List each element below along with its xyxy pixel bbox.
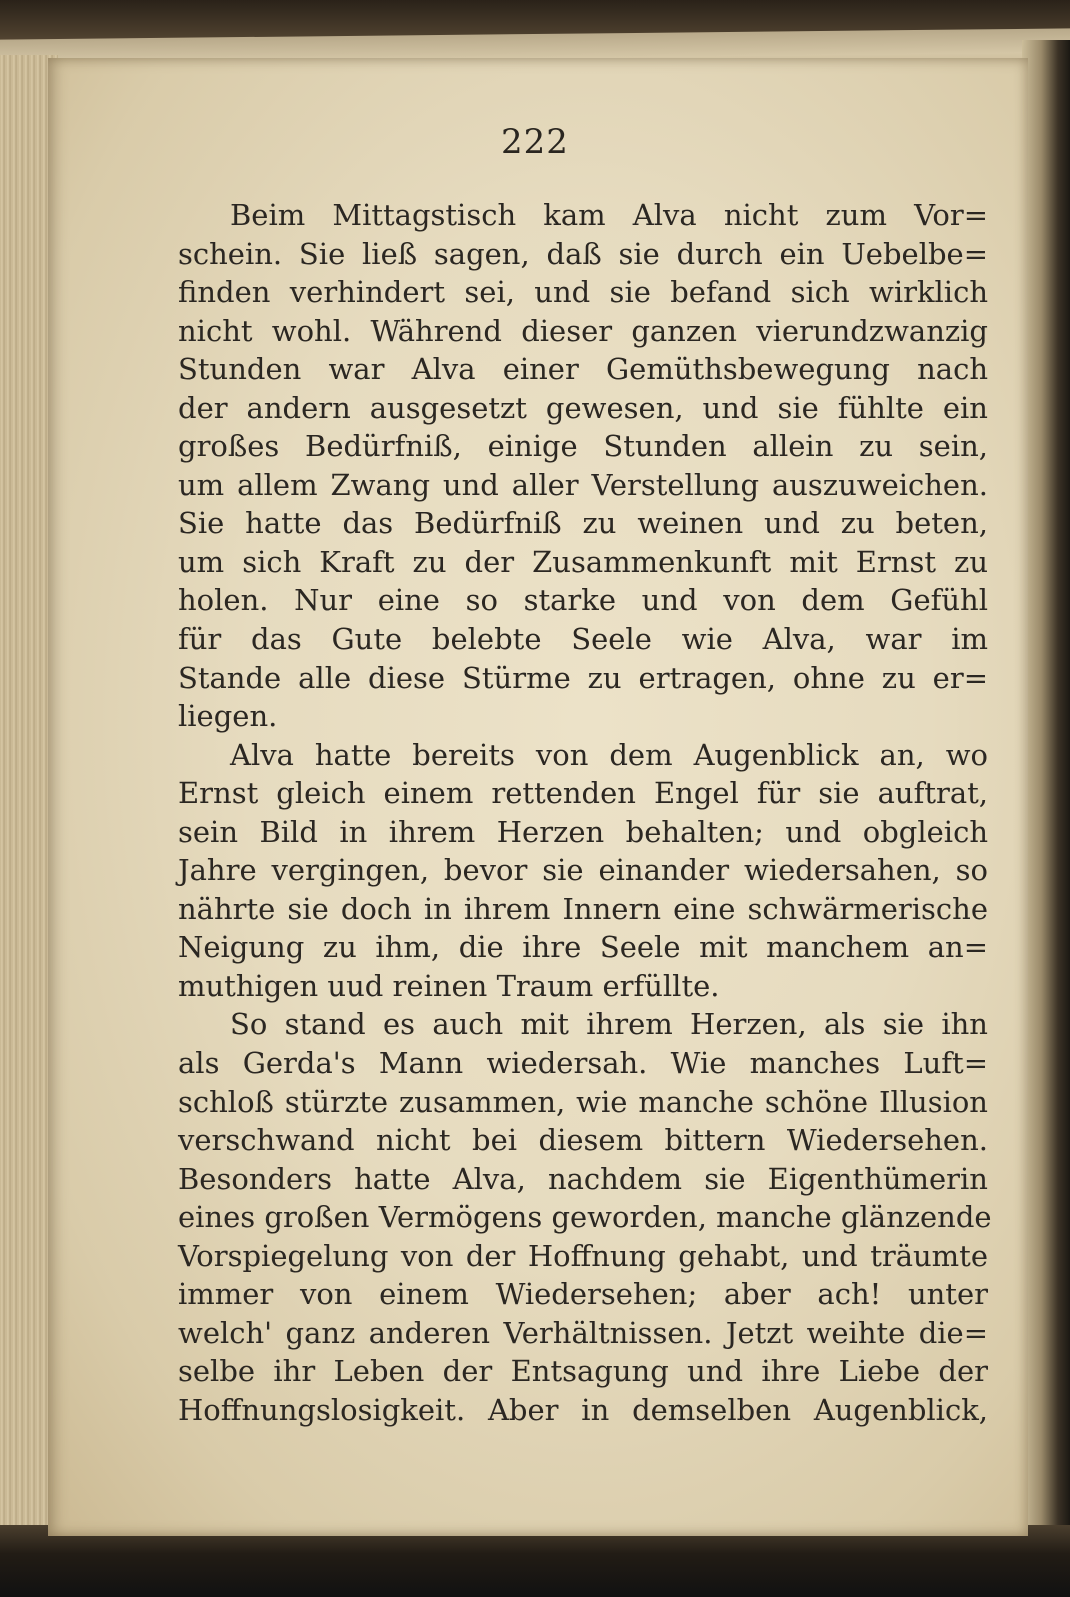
text-line: der andern ausgesetzt gewesen, und sie fühlte ein	[178, 390, 988, 425]
text-line: Besonders hatte Alva, nachdem sie Eigenthümerin	[178, 1161, 988, 1196]
text-line: holen. Nur eine so starke und von dem Gefühl	[178, 583, 988, 618]
text-line: Beim Mittagstisch kam Alva nicht zum Vor=	[230, 198, 988, 232]
text-line: sein Bild in ihrem Herzen behalten; und obgleich	[178, 814, 988, 849]
text-line: schein. Sie ließ sagen, daß sie durch ein Uebelbe=	[178, 236, 988, 271]
text-line: finden verhindert sei, und sie befand sich wirklich	[178, 275, 988, 310]
text-line: Neigung zu ihm, die ihre Seele mit manchem an=	[178, 930, 988, 965]
text-line: liegen.	[178, 699, 278, 734]
text-line: Alva hatte bereits von dem Augenblick an, wo	[230, 737, 988, 772]
text-line: So stand es auch mit ihrem Herzen, als sie ihn	[230, 1007, 988, 1042]
text-line: nicht wohl. Während dieser ganzen vierundzwanzig	[178, 313, 988, 348]
text-line: Jahre vergingen, bevor sie einander wiedersahen, so	[178, 853, 988, 888]
text-line: eines großen Vermögens geworden, manche glänzende	[178, 1200, 992, 1235]
text-line: immer von einem Wiedersehen; aber ach! unter	[178, 1277, 988, 1312]
text-line: Stande alle diese Stürme zu ertragen, ohne zu er=	[178, 660, 988, 695]
text-line: verschwand nicht bei diesem bittern Wiedersehen.	[178, 1123, 988, 1158]
page-number: 222	[501, 122, 569, 162]
text-line: schloß stürzte zusammen, wie manche schöne Illusion	[178, 1084, 988, 1119]
text-line: Hoffnungslosigkeit. Aber in demselben Augenblick,	[178, 1392, 988, 1427]
page-stack-right	[1022, 40, 1070, 1530]
text-line: welch' ganz anderen Verhältnissen. Jetzt weihte die=	[178, 1315, 988, 1350]
text-line: Vorspiegelung von der Hoffnung gehabt, und träumte	[178, 1238, 988, 1273]
text-line: Sie hatte das Bedürfniß zu weinen und zu beten,	[178, 506, 988, 541]
text-line: muthigen uud reinen Traum erfüllte.	[178, 968, 720, 1003]
text-line: großes Bedürfniß, einige Stunden allein zu sein,	[178, 429, 988, 464]
text-line: um allem Zwang und aller Verstellung auszuweichen.	[178, 467, 988, 502]
text-line: um sich Kraft zu der Zusammenkunft mit Ernst zu	[178, 544, 988, 579]
text-line: für das Gute belebte Seele wie Alva, war im	[178, 622, 988, 657]
text-line: selbe ihr Leben der Entsagung und ihre Liebe der	[178, 1354, 988, 1389]
text-line: Ernst gleich einem rettenden Engel für sie auftrat,	[178, 776, 988, 811]
body-text	[178, 196, 992, 1430]
text-line: Stunden war Alva einer Gemüthsbewegung nach	[178, 352, 988, 387]
text-line: als Gerda's Mann wiedersah. Wie manches Luft=	[178, 1046, 988, 1081]
text-line: nährte sie doch in ihrem Innern eine schwärmerische	[178, 891, 988, 926]
